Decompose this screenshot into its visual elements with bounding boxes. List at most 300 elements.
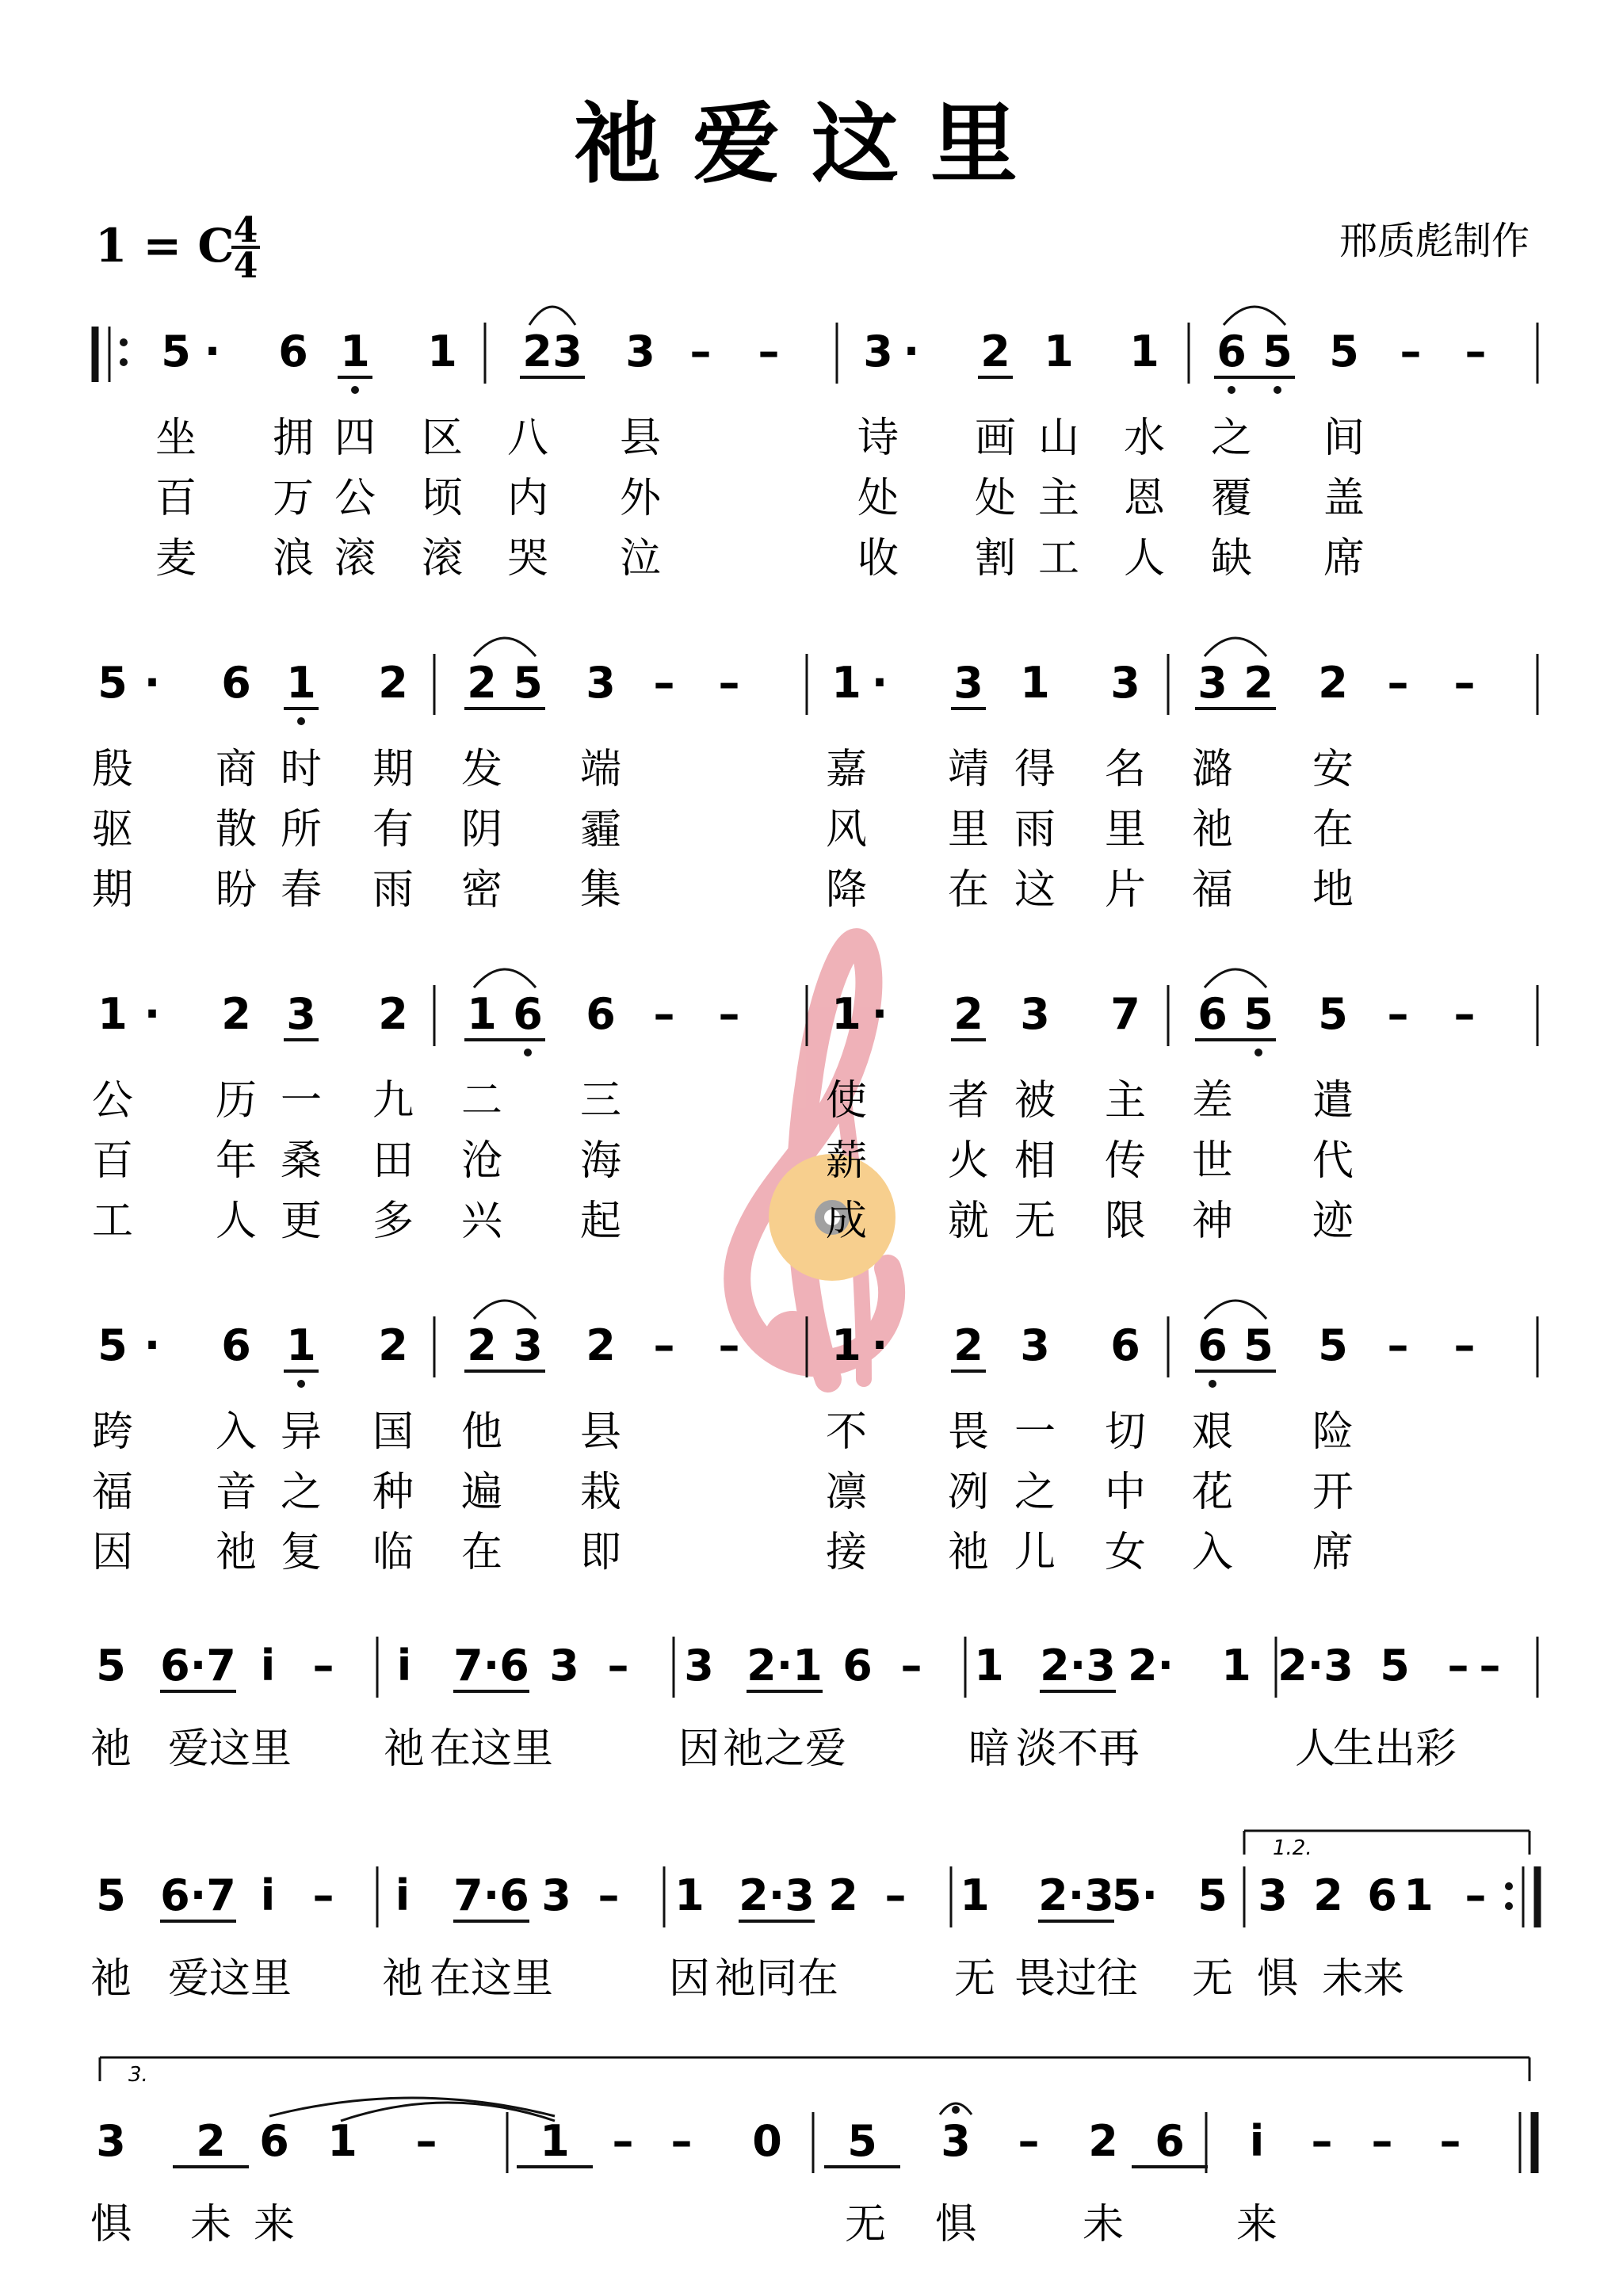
- lyric-char: 遣: [1312, 1077, 1354, 1125]
- lyric-char: 滚: [421, 535, 464, 583]
- jianpu-note: 1: [831, 989, 861, 1039]
- jianpu-note: 5: [1197, 1870, 1228, 1920]
- jianpu-note: 2: [1243, 658, 1274, 708]
- jianpu-note: 5: [513, 658, 543, 708]
- lyric-word: 惧: [934, 2201, 977, 2248]
- lyric-char: 跨: [91, 1408, 134, 1456]
- lyric-char: 成: [825, 1198, 868, 1245]
- jianpu-note: ·: [903, 327, 920, 376]
- lyric-char: 百: [91, 1137, 134, 1185]
- octave-dot-low: [297, 717, 305, 725]
- lyric-char: 商: [215, 746, 258, 793]
- jianpu-note: 2: [1313, 1870, 1343, 1920]
- lyric-char: 年: [215, 1137, 258, 1185]
- lyric-char: 县: [579, 1408, 622, 1456]
- jianpu-note: 1: [540, 2116, 570, 2166]
- jianpu-note: 5: [161, 327, 191, 376]
- lyric-char: 中: [1104, 1469, 1147, 1516]
- slur-arc: [474, 969, 536, 988]
- jianpu-note: 1: [1020, 658, 1050, 708]
- lyric-char: 即: [579, 1529, 622, 1576]
- jianpu-note: –: [1387, 1320, 1409, 1370]
- jianpu-note: 5: [1318, 989, 1348, 1039]
- lyric-char: 期: [372, 746, 414, 793]
- lyric-char: 之: [280, 1469, 323, 1516]
- lyric-char: 万: [272, 475, 315, 522]
- lyric-char: 公: [334, 475, 376, 522]
- jianpu-note: 5: [97, 1320, 128, 1370]
- jianpu-note: 1: [340, 327, 370, 376]
- lyric-char: 艰: [1191, 1408, 1234, 1456]
- lyric-word: 祂: [90, 1955, 132, 2003]
- lyric-char: 画: [974, 415, 1017, 462]
- jianpu-note: 5: [1243, 989, 1274, 1039]
- lyric-char: 诗: [857, 415, 899, 462]
- lyric-word: 祂: [381, 1955, 424, 2003]
- lyric-char: 坐: [155, 415, 197, 462]
- jianpu-note: 1: [327, 2116, 357, 2166]
- jianpu-note: ·: [143, 658, 161, 708]
- jianpu-note: 3: [1197, 658, 1228, 708]
- jianpu-note: 2: [378, 1320, 408, 1370]
- jianpu-note: 5: [1329, 327, 1359, 376]
- jianpu-note: 5: [1243, 1320, 1274, 1370]
- jianpu-note: 6: [1216, 327, 1247, 376]
- jianpu-note: 5: [847, 2116, 877, 2166]
- lyric-char: 花: [1191, 1469, 1234, 1516]
- lyric-word: 因: [668, 1955, 711, 2003]
- jianpu-note: 3: [552, 327, 582, 376]
- jianpu-note: 3: [684, 1641, 714, 1690]
- lyric-char: 起: [579, 1198, 622, 1245]
- jianpu-note: 6: [221, 1320, 251, 1370]
- jianpu-note: 5: [96, 1870, 126, 1920]
- lyric-char: 一: [1014, 1408, 1056, 1456]
- lyric-word: 因: [678, 1725, 720, 1773]
- octave-dot-low: [524, 1049, 532, 1056]
- volta-label: 3.: [128, 2063, 148, 2087]
- jianpu-note: 1: [974, 1641, 1004, 1690]
- lyric-char: 遍: [460, 1469, 503, 1516]
- jianpu-note: ·: [871, 1320, 888, 1370]
- lyric-word: 来: [253, 2201, 296, 2248]
- lyric-word: 生出彩: [1332, 1725, 1457, 1773]
- time-signature-top: 4: [233, 210, 258, 250]
- lyric-char: 所: [280, 806, 323, 854]
- lyric-char: 栽: [579, 1469, 622, 1516]
- jianpu-note: i: [1249, 2116, 1265, 2166]
- lyric-char: 国: [372, 1408, 414, 1456]
- jianpu-note: –: [1439, 2116, 1461, 2166]
- lyric-char: 之: [1014, 1469, 1056, 1516]
- lyric-char: 险: [1312, 1408, 1354, 1456]
- lyric-word: 来: [1235, 2201, 1278, 2248]
- lyric-char: 泣: [619, 535, 662, 583]
- lyric-word: 祂之爱: [722, 1725, 847, 1773]
- jianpu-note: –: [312, 1641, 334, 1690]
- lyric-char: 席: [1312, 1529, 1354, 1576]
- lyric-char: 冽: [947, 1469, 990, 1516]
- jianpu-note: 1: [960, 1870, 990, 1920]
- jianpu-note: 5: [97, 658, 128, 708]
- slur-arc: [1205, 969, 1266, 988]
- lyric-char: 殷: [91, 746, 134, 793]
- lyric-char: 四: [334, 415, 376, 462]
- jianpu-note: 2: [467, 1320, 497, 1370]
- lyric-char: 缺: [1210, 535, 1253, 583]
- jianpu-note: 2: [980, 327, 1010, 376]
- lyric-word: 无: [844, 2201, 887, 2248]
- arranger-credit: 邢质彪制作: [1338, 219, 1529, 263]
- lyric-char: 顷: [421, 475, 464, 522]
- lyric-word: 暗: [968, 1725, 1010, 1773]
- lyric-char: 世: [1191, 1137, 1234, 1185]
- lyric-char: 风: [825, 806, 868, 854]
- jianpu-note: 7·6: [453, 1870, 529, 1920]
- lyric-char: 公: [91, 1077, 134, 1125]
- lyric-char: 不: [825, 1408, 868, 1456]
- lyric-char: 浪: [272, 535, 315, 583]
- lyric-char: 县: [619, 415, 662, 462]
- lyric-word: 无: [953, 1955, 996, 2003]
- song-title: 祂爱这里: [574, 93, 1049, 195]
- jianpu-note: 3: [625, 327, 655, 376]
- jianpu-note: 3: [863, 327, 893, 376]
- lyric-char: 潞: [1191, 746, 1234, 793]
- jianpu-note: 2: [522, 327, 552, 376]
- jianpu-note: 6: [221, 658, 251, 708]
- lyric-char: 儿: [1014, 1529, 1056, 1576]
- lyric-word: 爱这里: [167, 1725, 292, 1773]
- jianpu-note: 1: [1044, 327, 1074, 376]
- jianpu-note: –: [653, 989, 675, 1039]
- jianpu-note: 5: [1380, 1641, 1410, 1690]
- jianpu-note: 6: [278, 327, 308, 376]
- jianpu-note: i: [260, 1641, 276, 1690]
- jianpu-note: 3: [1020, 1320, 1050, 1370]
- lyric-char: 霾: [579, 806, 622, 854]
- lyric-word: 祂: [383, 1725, 426, 1773]
- jianpu-note: 1: [1129, 327, 1159, 376]
- lyric-char: 火: [947, 1137, 990, 1185]
- lyric-char: 畏: [947, 1408, 990, 1456]
- lyric-char: 嘉: [825, 746, 868, 793]
- repeat-dot: [120, 358, 128, 366]
- jianpu-note: –: [1453, 658, 1476, 708]
- lyric-word: 畏过往: [1014, 1955, 1139, 2003]
- jianpu-note: ·: [871, 989, 888, 1039]
- jianpu-note: i: [396, 1641, 412, 1690]
- lyric-char: 滚: [334, 535, 376, 583]
- lyric-char: 春: [280, 866, 323, 914]
- slur-arc: [529, 307, 575, 325]
- jianpu-note: 6: [586, 989, 616, 1039]
- lyric-char: 割: [974, 535, 1017, 583]
- jianpu-note: 6: [1155, 2116, 1185, 2166]
- lyric-char: 间: [1323, 415, 1365, 462]
- jianpu-note: 5: [1318, 1320, 1348, 1370]
- jianpu-note: 2: [196, 2116, 226, 2166]
- jianpu-note: 5: [96, 1641, 126, 1690]
- lyric-char: 八: [506, 415, 549, 462]
- slur-arc: [1224, 307, 1285, 325]
- jianpu-note: –: [1400, 327, 1422, 376]
- lyric-char: 种: [372, 1469, 414, 1516]
- slur-arc: [474, 638, 536, 656]
- lyric-char: 福: [1191, 866, 1234, 914]
- lyric-char: 田: [372, 1137, 414, 1185]
- lyric-char: 收: [857, 535, 899, 583]
- jianpu-note: 6: [842, 1641, 873, 1690]
- lyric-word: 未来: [1321, 1955, 1405, 2003]
- jianpu-note: i: [395, 1870, 411, 1920]
- lyric-char: 盼: [215, 866, 258, 914]
- jianpu-note: –: [884, 1870, 907, 1920]
- jianpu-note: 6: [1367, 1870, 1397, 1920]
- repeat-dot: [1505, 1882, 1513, 1890]
- jianpu-note: –: [312, 1870, 334, 1920]
- jianpu-note: 2·: [1127, 1641, 1174, 1690]
- lyric-char: 这: [1014, 866, 1056, 914]
- lyric-word: 人: [1294, 1725, 1337, 1773]
- jianpu-note: –: [1453, 989, 1476, 1039]
- lyric-char: 就: [947, 1198, 990, 1245]
- lyric-char: 山: [1037, 415, 1080, 462]
- jianpu-note: 5·: [1111, 1870, 1159, 1920]
- lyric-char: 异: [280, 1408, 323, 1456]
- jianpu-note: 3: [953, 658, 983, 708]
- lyric-char: 时: [280, 746, 323, 793]
- jianpu-note: 3: [549, 1641, 579, 1690]
- jianpu-note: 1: [674, 1870, 705, 1920]
- jianpu-note: 1: [467, 989, 497, 1039]
- lyric-char: 安: [1312, 746, 1354, 793]
- jianpu-note: 2·3: [739, 1870, 815, 1920]
- lyric-char: 差: [1191, 1077, 1234, 1125]
- lyric-char: 复: [280, 1529, 323, 1576]
- jianpu-note: ·: [143, 989, 161, 1039]
- jianpu-note: ·: [143, 1320, 161, 1370]
- lyric-char: 他: [460, 1408, 503, 1456]
- lyric-char: 密: [460, 866, 503, 914]
- lyric-char: 祂: [215, 1529, 258, 1576]
- jianpu-note: 2: [828, 1870, 858, 1920]
- jianpu-note: 3: [541, 1870, 571, 1920]
- lyric-char: 被: [1014, 1077, 1056, 1125]
- jianpu-note: –: [653, 1320, 675, 1370]
- jianpu-note: 2: [1088, 2116, 1118, 2166]
- jianpu-note: 3: [513, 1320, 543, 1370]
- lyric-char: 发: [460, 746, 503, 793]
- lyric-char: 传: [1104, 1137, 1147, 1185]
- jianpu-note: 3: [286, 989, 316, 1039]
- jianpu-note: 2: [378, 989, 408, 1039]
- lyric-word: 惧: [90, 2201, 132, 2248]
- lyric-char: 端: [579, 746, 622, 793]
- octave-dot-low: [1228, 386, 1235, 394]
- lyric-word: 未: [1082, 2201, 1125, 2248]
- slur-arc: [474, 1301, 536, 1319]
- jianpu-note: 2: [953, 1320, 983, 1370]
- lyric-char: 在: [947, 866, 990, 914]
- lyric-word: 未: [189, 2201, 232, 2248]
- lyric-char: 三: [579, 1077, 622, 1125]
- jianpu-note: 2·1: [747, 1641, 823, 1690]
- lyric-word: 无: [1191, 1955, 1234, 2003]
- jianpu-note: –: [1465, 327, 1487, 376]
- jianpu-note: 3: [586, 658, 616, 708]
- lyric-char: 阴: [460, 806, 503, 854]
- jianpu-note: 3: [1110, 658, 1140, 708]
- octave-dot-low: [1254, 1049, 1262, 1056]
- jianpu-note: 6: [259, 2116, 289, 2166]
- lyric-char: 入: [1191, 1529, 1234, 1576]
- jianpu-note: ·: [204, 327, 221, 376]
- fermata-dot: [952, 2106, 960, 2114]
- jianpu-note: 1: [831, 1320, 861, 1370]
- jianpu-note: –: [415, 2116, 437, 2166]
- jianpu-note: –: [598, 1870, 620, 1920]
- lyric-char: 里: [1104, 806, 1147, 854]
- jianpu-note: –: [1387, 989, 1409, 1039]
- lyric-char: 限: [1104, 1198, 1147, 1245]
- jianpu-note: 2: [1318, 658, 1348, 708]
- lyric-char: 入: [215, 1408, 258, 1456]
- lyric-char: 多: [372, 1198, 414, 1245]
- lyric-char: 靖: [947, 746, 990, 793]
- lyric-char: 得: [1014, 746, 1056, 793]
- lyric-word: 淡不再: [1015, 1725, 1140, 1773]
- jianpu-note: 2: [953, 989, 983, 1039]
- jianpu-note: 2: [221, 989, 251, 1039]
- lyric-char: 桑: [280, 1137, 323, 1185]
- lyric-char: 沧: [460, 1137, 503, 1185]
- lyric-word: 祂: [90, 1725, 132, 1773]
- lyric-char: 片: [1104, 866, 1147, 914]
- lyric-char: 名: [1104, 746, 1147, 793]
- lyric-char: 期: [91, 866, 134, 914]
- octave-dot-low: [1209, 1380, 1216, 1388]
- jianpu-note: –: [1447, 1641, 1469, 1690]
- lyric-word: 在这里: [429, 1725, 554, 1773]
- lyric-char: 散: [215, 806, 258, 854]
- jianpu-note: –: [653, 658, 675, 708]
- jianpu-note: –: [612, 2116, 634, 2166]
- lyric-char: 者: [947, 1077, 990, 1125]
- lyric-char: 降: [825, 866, 868, 914]
- slur-arc: [1205, 638, 1266, 656]
- lyric-char: 内: [506, 475, 549, 522]
- lyric-char: 有: [372, 806, 414, 854]
- lyric-char: 外: [619, 475, 662, 522]
- lyric-char: 里: [947, 806, 990, 854]
- jianpu-note: –: [718, 658, 740, 708]
- jianpu-note: –: [1311, 2116, 1333, 2166]
- lyric-char: 九: [372, 1077, 414, 1125]
- volta-label: 1.2.: [1273, 1836, 1312, 1860]
- jianpu-note: 6: [513, 989, 543, 1039]
- lyric-char: 临: [372, 1529, 414, 1576]
- lyric-char: 相: [1014, 1137, 1056, 1185]
- jianpu-note: 2: [378, 658, 408, 708]
- jianpu-note: 1: [1221, 1641, 1251, 1690]
- lyric-char: 神: [1191, 1198, 1234, 1245]
- lyric-char: 工: [91, 1198, 134, 1245]
- octave-dot-low: [1274, 386, 1281, 394]
- slur-arc: [1205, 1301, 1266, 1319]
- jianpu-note: 3: [1020, 989, 1050, 1039]
- jianpu-note: 1: [1403, 1870, 1434, 1920]
- lyric-char: 福: [91, 1469, 134, 1516]
- lyric-char: 无: [1014, 1198, 1056, 1245]
- jianpu-note: 2·3: [1038, 1870, 1114, 1920]
- lyric-char: 工: [1037, 535, 1080, 583]
- lyric-char: 接: [825, 1529, 868, 1576]
- lyric-char: 历: [215, 1077, 258, 1125]
- jianpu-note: 5: [1262, 327, 1293, 376]
- lyric-char: 雨: [1014, 806, 1056, 854]
- jianpu-note: –: [670, 2116, 693, 2166]
- jianpu-note: 6: [1197, 989, 1228, 1039]
- lyric-char: 处: [857, 475, 899, 522]
- lyric-char: 代: [1312, 1137, 1354, 1185]
- octave-dot-low: [351, 386, 359, 394]
- lyric-word: 在这里: [429, 1955, 554, 2003]
- tie-arc: [269, 2098, 555, 2116]
- jianpu-note: 1: [427, 327, 457, 376]
- lyric-char: 海: [579, 1137, 622, 1185]
- lyric-word: 爱这里: [167, 1955, 292, 2003]
- lyric-char: 女: [1104, 1529, 1147, 1576]
- jianpu-note: 1: [286, 658, 316, 708]
- lyric-char: 更: [280, 1198, 323, 1245]
- lyric-char: 处: [974, 475, 1017, 522]
- lyric-char: 一: [280, 1077, 323, 1125]
- jianpu-note: –: [1479, 1641, 1501, 1690]
- jianpu-note: 3: [96, 2116, 126, 2166]
- lyric-char: 人: [1123, 535, 1166, 583]
- lyric-char: 祂: [947, 1529, 990, 1576]
- lyric-char: 人: [215, 1198, 258, 1245]
- lyric-char: 因: [91, 1529, 134, 1576]
- repeat-dot: [1505, 1902, 1513, 1910]
- jianpu-note: –: [718, 989, 740, 1039]
- jianpu-note: –: [1371, 2116, 1393, 2166]
- jianpu-note: ·: [871, 658, 888, 708]
- lyric-char: 迹: [1312, 1198, 1354, 1245]
- key-signature: 1 = C: [95, 219, 235, 273]
- tie-arc: [341, 2103, 555, 2121]
- lyric-word: 惧: [1256, 1955, 1299, 2003]
- jianpu-note: 2: [586, 1320, 616, 1370]
- lyric-char: 集: [579, 866, 622, 914]
- lyric-char: 席: [1323, 535, 1365, 583]
- lyric-char: 麦: [155, 535, 197, 583]
- lyric-char: 兴: [460, 1198, 503, 1245]
- lyric-char: 盖: [1323, 475, 1365, 522]
- lyric-char: 凛: [825, 1469, 868, 1516]
- octave-dot-low: [297, 1380, 305, 1388]
- lyric-char: 开: [1312, 1469, 1354, 1516]
- lyric-char: 区: [421, 415, 464, 462]
- jianpu-note: 6: [1110, 1320, 1140, 1370]
- lyric-word: 祂同在: [714, 1955, 839, 2003]
- lyric-char: 百: [155, 475, 197, 522]
- jianpu-note: 7·6: [453, 1641, 529, 1690]
- lyric-char: 哭: [506, 535, 549, 583]
- jianpu-note: –: [1453, 1320, 1476, 1370]
- lyric-char: 之: [1210, 415, 1253, 462]
